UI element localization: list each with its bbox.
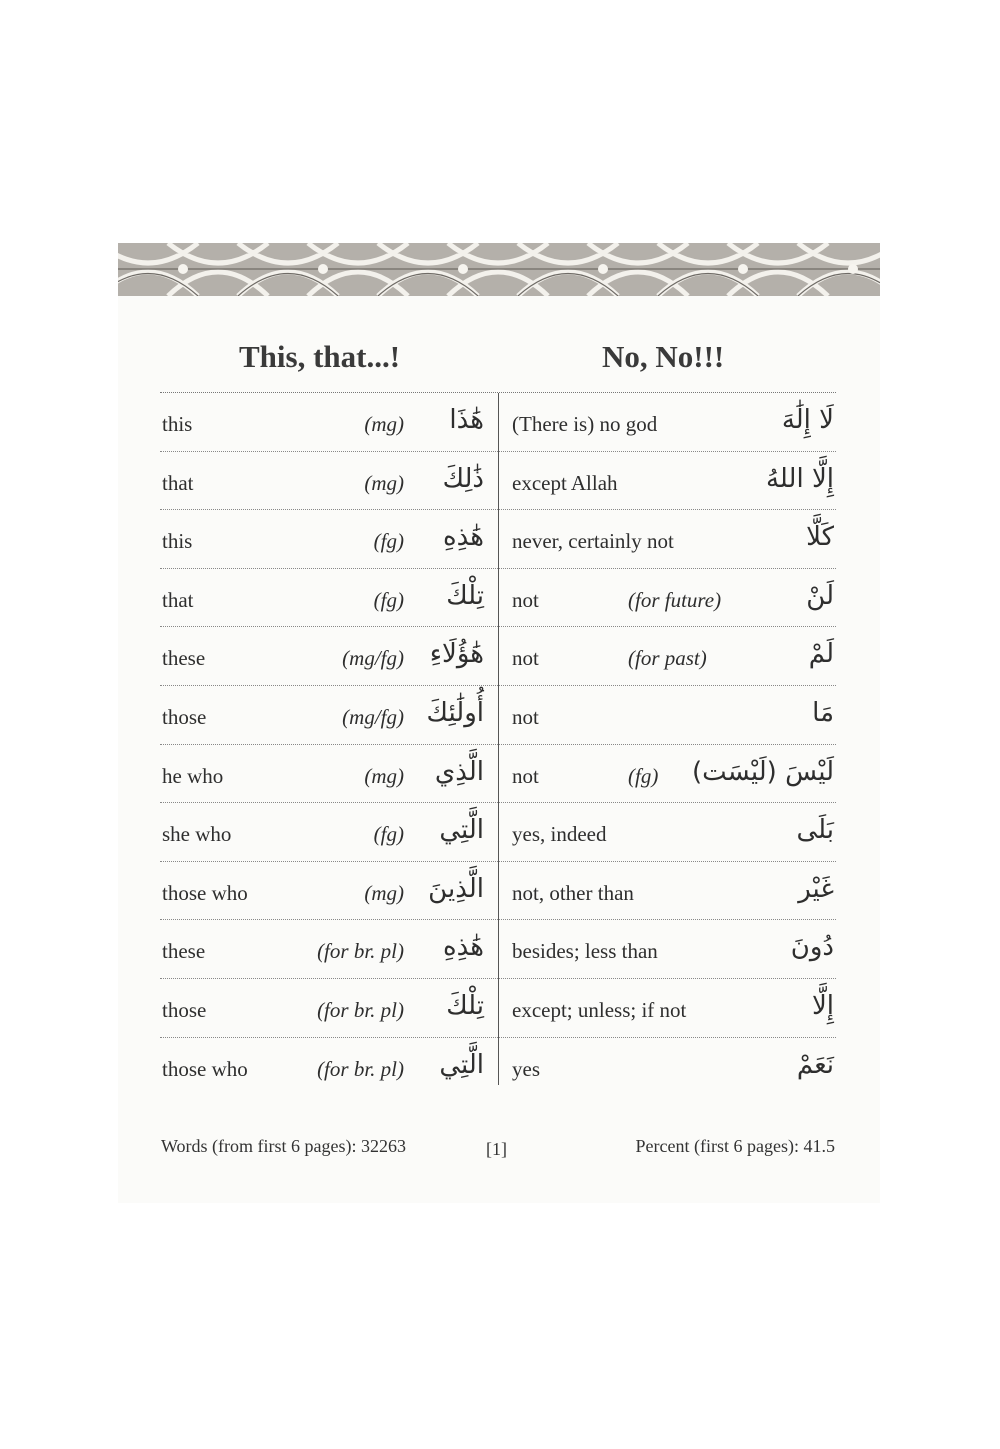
left-note: (mg/fg) <box>342 646 404 671</box>
left-english: those <box>162 704 207 729</box>
left-note: (mg) <box>364 412 404 436</box>
table-row <box>160 862 836 921</box>
left-english: this <box>162 529 193 554</box>
book-page <box>118 243 880 1203</box>
left-arabic: الَّتِي <box>439 815 484 846</box>
left-english: he who <box>162 763 224 788</box>
right-note: (for future) <box>628 587 722 612</box>
table-row <box>160 979 836 1038</box>
heading-this-that: This, that...! <box>239 339 401 374</box>
left-arabic: تِلْكَ <box>446 990 484 1021</box>
section-headings <box>118 339 880 379</box>
right-arabic: إِلَّا <box>811 990 834 1021</box>
right-note: (fg) <box>628 763 659 788</box>
left-english: that <box>162 470 194 495</box>
right-arabic: لَا إِلَٰهَ <box>781 405 834 435</box>
arabesque-pattern-icon <box>118 243 880 296</box>
table-row <box>160 627 836 686</box>
left-arabic: هَٰؤُلَاءِ <box>429 639 484 670</box>
left-note: (fg) <box>373 587 404 612</box>
left-arabic: هَٰذِهِ <box>443 932 484 963</box>
footer-page-number: [1] <box>486 1139 507 1159</box>
heading-no-no: No, No!!! <box>602 339 725 374</box>
left-english: those <box>162 997 207 1022</box>
left-english: this <box>162 412 193 436</box>
right-arabic: دُونَ <box>790 932 834 963</box>
right-arabic: نَعَمْ <box>796 1049 834 1080</box>
right-arabic: بَلَى <box>796 815 834 846</box>
left-english: she who <box>162 822 232 847</box>
left-note: (fg) <box>373 822 404 847</box>
left-english: those who <box>162 1056 248 1081</box>
right-arabic: كَلَّا <box>806 522 834 553</box>
left-english: those who <box>162 880 248 905</box>
footer-percent: Percent (first 6 pages): 41.5 <box>635 1136 835 1156</box>
right-arabic: لَمْ <box>808 639 834 670</box>
left-note: (mg) <box>364 763 404 788</box>
table-row <box>160 920 836 979</box>
left-english: these <box>162 646 206 671</box>
left-arabic: أُولَٰئِكَ <box>426 697 484 728</box>
left-note: (mg) <box>364 880 404 905</box>
left-note: (for br. pl) <box>317 939 404 964</box>
left-arabic: تِلْكَ <box>446 580 484 611</box>
table-row <box>160 803 836 862</box>
left-note: (fg) <box>373 529 404 554</box>
right-arabic: لَنْ <box>806 580 834 611</box>
left-note: (for br. pl) <box>317 997 404 1022</box>
right-arabic: غَيْر <box>798 873 834 904</box>
right-english: besides; less than <box>512 939 658 964</box>
right-english: except Allah <box>512 470 618 495</box>
table-row <box>160 686 836 745</box>
right-english: never, certainly not <box>512 529 674 554</box>
table-row <box>160 452 836 511</box>
left-arabic: هَٰذِهِ <box>443 522 484 553</box>
table-row <box>160 1038 836 1096</box>
table-row <box>160 745 836 804</box>
right-english: not <box>512 587 539 612</box>
decorative-banner <box>118 243 880 296</box>
right-english: not, other than <box>512 880 634 905</box>
table-row <box>160 569 836 628</box>
right-arabic: إِلَّا اللهُ <box>765 463 834 494</box>
left-note: (mg/fg) <box>342 704 404 729</box>
right-english: not <box>512 763 539 788</box>
left-english: these <box>162 939 206 964</box>
right-arabic: لَيْسَ (لَيْسَت) <box>692 756 834 787</box>
table-row <box>160 393 836 452</box>
left-note: (mg) <box>364 470 404 495</box>
right-english: except; unless; if not <box>512 997 687 1022</box>
left-arabic: الَّتِي <box>439 1049 484 1080</box>
left-arabic: الَّذِينَ <box>428 873 484 904</box>
left-english: that <box>162 587 194 612</box>
vocabulary-table <box>160 392 836 1095</box>
right-english: (There is) no god <box>512 412 658 436</box>
right-english: yes <box>512 1056 540 1081</box>
right-english: not <box>512 646 539 671</box>
left-note: (for br. pl) <box>317 1056 404 1081</box>
footer-word-count: Words (from first 6 pages): 32263 <box>161 1136 407 1156</box>
right-arabic: مَا <box>812 697 834 728</box>
right-english: not <box>512 704 539 729</box>
right-note: (for past) <box>628 646 707 671</box>
right-english: yes, indeed <box>512 822 607 847</box>
left-arabic: ذَٰلِكَ <box>442 463 484 494</box>
left-arabic: الَّذِي <box>434 756 484 787</box>
table-row <box>160 510 836 569</box>
left-arabic: هَٰذَا <box>449 405 484 435</box>
